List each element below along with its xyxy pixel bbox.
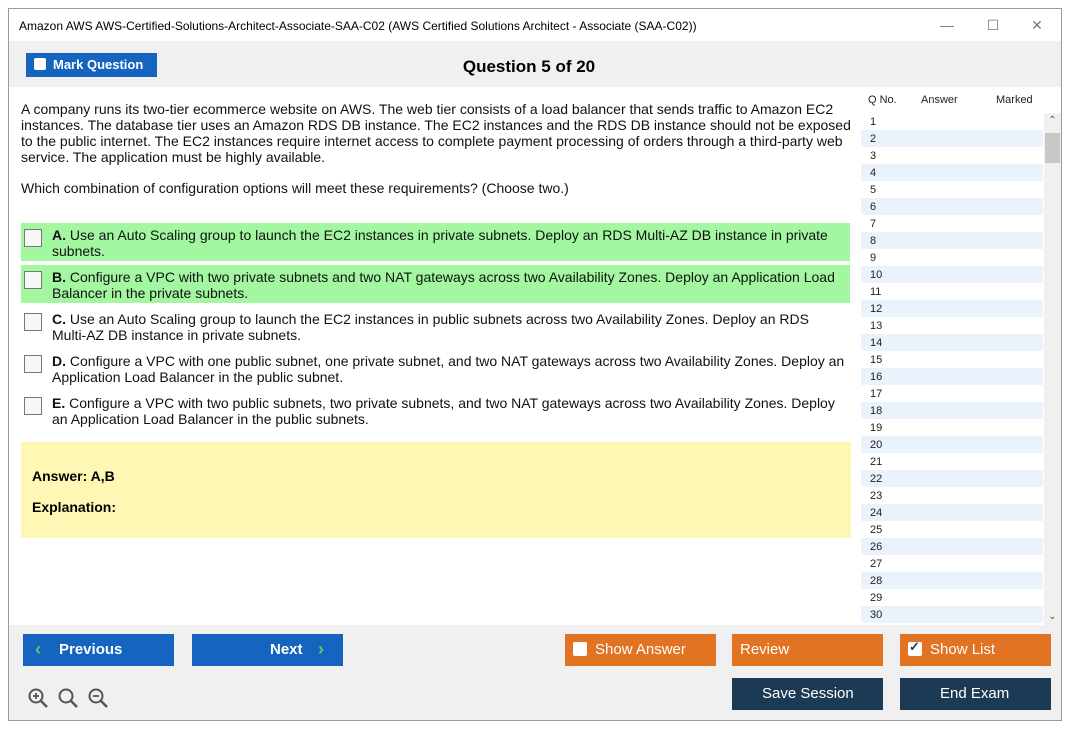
question-number: 19 xyxy=(870,422,883,434)
question-number: 12 xyxy=(870,303,883,315)
question-list-row[interactable] xyxy=(861,147,1043,164)
question-number: 10 xyxy=(870,269,883,281)
question-list-row[interactable] xyxy=(861,436,1043,453)
option-c[interactable] xyxy=(21,307,850,345)
question-pane xyxy=(9,87,861,625)
question-list-row[interactable] xyxy=(861,572,1043,589)
question-number: 18 xyxy=(870,405,883,417)
question-list-row[interactable] xyxy=(861,504,1043,521)
zoom-out-icon[interactable] xyxy=(87,687,109,709)
question-list-row[interactable] xyxy=(861,181,1043,198)
option-a-text: Use an Auto Scaling group to launch the EC2 instances in private subnets. Deploy an RDS Multi-AZ DB instance in private subnets. xyxy=(52,227,828,259)
question-list-row[interactable] xyxy=(861,232,1043,249)
app-window xyxy=(8,8,1062,721)
zoom-in-icon[interactable] xyxy=(27,687,49,709)
option-b-checkbox[interactable] xyxy=(24,271,42,289)
answer-column-header[interactable]: Answer xyxy=(921,94,958,106)
save-session-button[interactable] xyxy=(732,678,883,710)
question-list-row[interactable] xyxy=(861,419,1043,436)
question-number: 8 xyxy=(870,235,877,247)
question-number: 16 xyxy=(870,371,883,383)
explanation-label: Explanation: xyxy=(32,499,117,515)
question-list-header xyxy=(861,87,1061,113)
show-list-label: Show List xyxy=(930,641,996,658)
option-d-checkbox[interactable] xyxy=(24,355,42,373)
review-label: Review xyxy=(740,641,790,658)
save-session-label: Save Session xyxy=(762,685,854,702)
option-d-letter: D. xyxy=(52,353,66,369)
question-number: 27 xyxy=(870,558,883,570)
question-list-row[interactable] xyxy=(861,300,1043,317)
option-c-letter: C. xyxy=(52,311,66,327)
chevron-right-icon: › xyxy=(318,639,324,659)
question-number: 29 xyxy=(870,592,883,604)
question-header xyxy=(9,41,1061,87)
question-list-row[interactable] xyxy=(861,385,1043,402)
end-exam-label: End Exam xyxy=(940,685,1010,702)
question-number: 20 xyxy=(870,439,883,451)
question-list-row[interactable] xyxy=(861,215,1043,232)
question-list-row[interactable] xyxy=(861,351,1043,368)
chevron-left-icon: ‹ xyxy=(35,639,41,659)
scroll-down-icon[interactable]: ⌄ xyxy=(1048,611,1057,622)
marked-column-header[interactable]: Marked xyxy=(996,94,1033,106)
question-number: 7 xyxy=(870,218,877,230)
review-dropdown[interactable] xyxy=(732,634,883,666)
option-e-letter: E. xyxy=(52,395,66,411)
show-answer-checkbox[interactable] xyxy=(573,642,587,656)
question-number: 28 xyxy=(870,575,883,587)
option-a-letter: A. xyxy=(52,227,66,243)
question-list-row[interactable] xyxy=(861,283,1043,300)
question-number: 2 xyxy=(870,133,877,145)
question-list-row[interactable] xyxy=(861,368,1043,385)
option-d[interactable] xyxy=(21,349,850,387)
question-number: 24 xyxy=(870,507,883,519)
question-list-row[interactable] xyxy=(861,487,1043,504)
question-list-row[interactable] xyxy=(861,249,1043,266)
show-answer-label: Show Answer xyxy=(595,641,686,658)
show-list-checkbox[interactable] xyxy=(908,642,922,656)
show-answer-button[interactable] xyxy=(565,634,716,666)
zoom-reset-icon[interactable] xyxy=(57,687,79,709)
next-button[interactable] xyxy=(192,634,343,666)
show-list-button[interactable] xyxy=(900,634,1051,666)
question-list-row[interactable] xyxy=(861,266,1043,283)
question-number: 11 xyxy=(870,286,882,298)
question-number: 17 xyxy=(870,388,883,400)
question-list-row[interactable] xyxy=(861,198,1043,215)
option-e-checkbox[interactable] xyxy=(24,397,42,415)
minimize-button[interactable]: — xyxy=(940,17,954,33)
scroll-up-icon[interactable]: ⌃ xyxy=(1048,115,1057,126)
scroll-thumb[interactable] xyxy=(1045,133,1060,163)
question-number: 23 xyxy=(870,490,883,502)
end-exam-button[interactable] xyxy=(900,678,1051,710)
question-title: Question 5 of 20 xyxy=(462,57,596,76)
question-prompt: Which combination of configuration options will meet these requirements? (Choose two.) xyxy=(21,180,569,196)
answer-text: Answer: A,B xyxy=(32,468,115,484)
question-list-row[interactable] xyxy=(861,334,1043,351)
option-b-text: Configure a VPC with two private subnets and two NAT gateways across two Availability Zones. Deploy an Application Load Balancer in the private subnets. xyxy=(52,269,835,301)
previous-label: Previous xyxy=(59,641,123,658)
window-title: Amazon AWS AWS-Certified-Solutions-Architect-Associate-SAA-C02 (AWS Certified Solutions Architect - Associate (SAA-C02)) xyxy=(19,19,697,33)
mark-question-label: Mark Question xyxy=(53,57,144,72)
question-list-scrollbar[interactable] xyxy=(1044,113,1061,625)
option-e[interactable] xyxy=(21,391,850,429)
next-label: Next xyxy=(270,641,303,658)
question-number: 22 xyxy=(870,473,883,485)
question-number: 15 xyxy=(870,354,883,366)
question-list-row[interactable] xyxy=(861,606,1043,623)
question-number: 6 xyxy=(870,201,877,213)
option-d-text: Configure a VPC with one public subnet, one private subnet, and two NAT gateways across two Availability Zones. Deploy an Application Load Balancer in the public subnet. xyxy=(52,353,845,385)
question-list-row[interactable] xyxy=(861,555,1043,572)
option-a-checkbox[interactable] xyxy=(24,229,42,247)
question-number: 14 xyxy=(870,337,883,349)
question-list-row[interactable] xyxy=(861,317,1043,334)
close-button[interactable]: ✕ xyxy=(1031,17,1043,33)
question-number: 21 xyxy=(870,456,883,468)
question-stem: A company runs its two-tier ecommerce website on AWS. The web tier consists of a load balancer that sends traffic to Amazon EC2 instances. The database tier uses an Amazon RDS DB instance. The EC2 instances and the RDS DB instance should not be exposed to the public internet. The EC2 instances require internet access to complete payment processing of orders through a third-party web service. The application must be highly available. xyxy=(21,101,851,165)
option-e-text: Configure a VPC with two public subnets, two private subnets, and two NAT gateways across two Availability Zones. Deploy an Application Load Balancer in the public subnets. xyxy=(52,395,835,427)
question-list-row[interactable] xyxy=(861,453,1043,470)
maximize-button[interactable]: ☐ xyxy=(986,17,1000,33)
question-number: 13 xyxy=(870,320,883,332)
option-c-checkbox[interactable] xyxy=(24,313,42,331)
question-list-row[interactable] xyxy=(861,470,1043,487)
qno-column-header[interactable]: Q No. xyxy=(868,94,897,106)
question-number: 5 xyxy=(870,184,877,196)
option-c-text: Use an Auto Scaling group to launch the EC2 instances in public subnets across two Availability Zones. Deploy an RDS Multi-AZ DB instance in private subnets. xyxy=(52,311,809,343)
question-number: 30 xyxy=(870,609,883,621)
question-list-row[interactable] xyxy=(861,521,1043,538)
previous-button[interactable] xyxy=(23,634,174,666)
question-number: 26 xyxy=(870,541,883,553)
question-number: 3 xyxy=(870,150,877,162)
question-number: 25 xyxy=(870,524,883,536)
question-list-row[interactable] xyxy=(861,130,1043,147)
answer-panel xyxy=(21,442,851,538)
question-list-panel xyxy=(861,87,1061,625)
question-list-row[interactable] xyxy=(861,113,1043,130)
question-number: 9 xyxy=(870,252,877,264)
question-list-rows xyxy=(861,113,1043,625)
question-number: 1 xyxy=(870,116,877,128)
question-list-row[interactable] xyxy=(861,538,1043,555)
option-b[interactable] xyxy=(21,265,850,303)
option-a[interactable] xyxy=(21,223,850,261)
option-b-letter: B. xyxy=(52,269,66,285)
question-number: 4 xyxy=(870,167,877,179)
question-list-row[interactable] xyxy=(861,589,1043,606)
question-list-row[interactable] xyxy=(861,402,1043,419)
title-bar xyxy=(9,9,1061,41)
question-list-row[interactable] xyxy=(861,164,1043,181)
